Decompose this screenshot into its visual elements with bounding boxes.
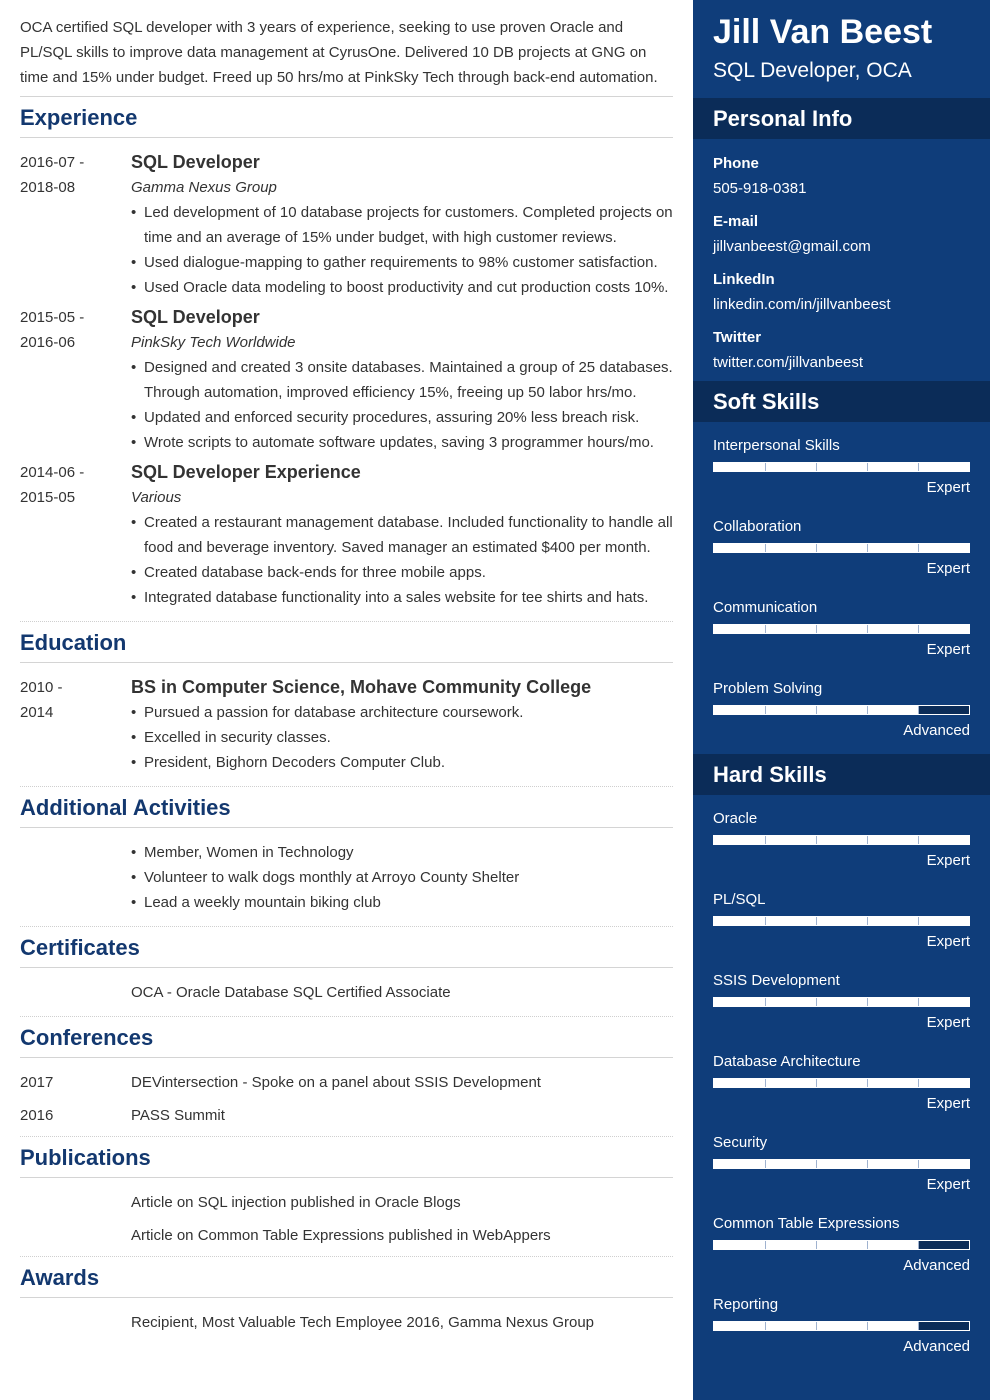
skill-bar-divider (918, 1160, 919, 1168)
skill-name: Interpersonal Skills (713, 437, 840, 454)
job-role: SQL Developer Experience (131, 462, 361, 482)
soft-skills-section (693, 422, 990, 754)
degree-title: BS in Computer Science, Mohave Community College (131, 677, 592, 697)
hard-skills-heading: Hard Skills (693, 754, 990, 795)
bullet-item: • Used Oracle data modeling to boost productivity and cut production costs 10%. (131, 275, 673, 300)
skill-bar-divider (918, 1241, 919, 1249)
bullet-item: • Volunteer to walk dogs monthly at Arroyo County Shelter (131, 865, 673, 890)
skill-bar-divider (816, 917, 817, 925)
skill-bar-divider (918, 836, 919, 844)
activities-heading: Additional Activities (20, 787, 673, 828)
skill-bar-fill (714, 544, 969, 552)
skill-bar-divider (918, 917, 919, 925)
twitter-link[interactable]: twitter.com/jillvanbeest (713, 354, 864, 371)
entry-date (20, 150, 131, 300)
bullet-item: • Created a restaurant management database. Included functionality to handle all food and beverage inventory. Saved manager an estimated $400 per month. (131, 510, 673, 560)
skill-bar-fill (714, 917, 969, 925)
bullet-item: • Designed and created 3 onsite databases. Maintained a group of 25 databases. Through automation, improved efficiency 15%, freeing up 50 labor hrs/mo. (131, 355, 673, 405)
skill-bar (713, 997, 970, 1007)
skill-item (713, 592, 970, 673)
soft-skills-heading: Soft Skills (693, 381, 990, 422)
job-role: SQL Developer (131, 152, 260, 172)
skill-name: PL/SQL (713, 891, 766, 908)
skill-bar-divider (816, 1322, 817, 1330)
skill-bar-divider (918, 1079, 919, 1087)
linkedin-link[interactable]: linkedin.com/in/jillvanbeest (713, 296, 891, 313)
skill-bar-divider (765, 463, 766, 471)
job-bullets (131, 510, 673, 610)
bullet-item: • Updated and enforced security procedures, assuring 20% less breach risk. (131, 405, 673, 430)
skill-bar-divider (765, 706, 766, 714)
summary-text: OCA certified SQL developer with 3 years of experience, seeking to use proven Oracle and PL/SQL skills to improve data management at CyrusOne. Delivered 10 DB projects at GNG on time and 15% under budget. Freed up 50 hrs/mo at PinkSky Tech through back-end automation. (20, 0, 673, 97)
skill-item (713, 511, 970, 592)
skill-bar (713, 916, 970, 926)
skill-bar-divider (765, 998, 766, 1006)
skill-level: Expert (926, 641, 970, 658)
skill-bar-divider (867, 1322, 868, 1330)
entry-date (20, 305, 131, 455)
conferences-section (20, 1058, 673, 1137)
job-bullets (131, 355, 673, 455)
personal-info-section (693, 139, 990, 381)
bullet-item: • Lead a weekly mountain biking club (131, 890, 673, 915)
skill-bar-divider (816, 1241, 817, 1249)
conference-year: 2017 (20, 1074, 54, 1091)
skill-bar-divider (765, 1241, 766, 1249)
job-role: SQL Developer (131, 307, 260, 327)
skill-bar-divider (765, 1322, 766, 1330)
entry-date (20, 675, 131, 775)
skill-bar-divider (816, 1160, 817, 1168)
certificate-item: OCA - Oracle Database SQL Certified Associate (131, 984, 451, 1001)
job-company: Gamma Nexus Group (131, 179, 277, 196)
skill-name: Common Table Expressions (713, 1215, 900, 1232)
awards-heading: Awards (20, 1257, 673, 1298)
conference-year: 2016 (20, 1107, 54, 1124)
skill-bar-divider (867, 1160, 868, 1168)
bullet-item: • Created database back-ends for three mobile apps. (131, 560, 673, 585)
skill-item (713, 1127, 970, 1208)
experience-entry (20, 460, 673, 610)
date-start: 2014-06 - (20, 464, 85, 481)
skill-bar-fill (714, 463, 969, 471)
skill-name: Security (713, 1134, 768, 1151)
skill-bar-divider (765, 836, 766, 844)
skill-bar (713, 835, 970, 845)
skill-name: Communication (713, 599, 818, 616)
bullet-item: • Excelled in security classes. (131, 725, 673, 750)
bullet-item: • Pursued a passion for database architecture coursework. (131, 700, 673, 725)
skill-bar-fill (714, 625, 969, 633)
main-column (20, 0, 673, 1346)
skill-level: Expert (926, 933, 970, 950)
skill-name: Collaboration (713, 518, 802, 535)
skill-name: Oracle (713, 810, 758, 827)
skill-name: Reporting (713, 1296, 779, 1313)
bullet-item: • Integrated database functionality into a sales website for tee shirts and hats. (131, 585, 673, 610)
publication-entry (20, 1190, 673, 1223)
skill-bar-divider (765, 917, 766, 925)
publications-heading: Publications (20, 1137, 673, 1178)
info-label: Phone (713, 155, 759, 172)
skill-bar-divider (867, 1241, 868, 1249)
experience-section (20, 138, 673, 622)
entry-date (20, 460, 131, 610)
skill-level: Expert (926, 1014, 970, 1031)
skill-bar-divider (867, 706, 868, 714)
skill-item (713, 1289, 970, 1370)
skill-bar-divider (816, 1079, 817, 1087)
skill-bar-divider (918, 463, 919, 471)
skill-bar-divider (867, 463, 868, 471)
skill-bar-divider (816, 625, 817, 633)
skill-item (713, 1208, 970, 1289)
info-label: E-mail (713, 213, 759, 230)
skill-item (713, 430, 970, 511)
email-link[interactable]: jillvanbeest@gmail.com (713, 238, 871, 255)
date-start: 2016-07 - (20, 154, 85, 171)
job-bullets (131, 200, 673, 300)
sidebar (693, 0, 990, 1400)
bullet-item: • President, Bighorn Decoders Computer Club. (131, 750, 673, 775)
education-section (20, 663, 673, 787)
bullet-item: • Used dialogue-mapping to gather requirements to 98% customer satisfaction. (131, 250, 673, 275)
publications-section (20, 1178, 673, 1257)
bullet-item: • Led development of 10 database projects for customers. Completed projects on time and an average of 15% under budget, with high customer reviews. (131, 200, 673, 250)
skill-bar-divider (816, 463, 817, 471)
conference-entry (20, 1103, 673, 1136)
skill-level: Expert (926, 1176, 970, 1193)
skill-bar (713, 543, 970, 553)
award-item: Recipient, Most Valuable Tech Employee 2016, Gamma Nexus Group (131, 1314, 595, 1331)
skill-bar (713, 462, 970, 472)
skill-bar-divider (918, 998, 919, 1006)
conference-text: PASS Summit (131, 1107, 225, 1124)
skill-bar-fill (714, 1160, 969, 1168)
skill-level: Advanced (903, 1338, 970, 1355)
skill-name: Database Architecture (713, 1053, 861, 1070)
phone-value: 505-918-0381 (713, 180, 807, 197)
skill-bar-divider (816, 836, 817, 844)
skill-name: SSIS Development (713, 972, 840, 989)
activities-section (20, 828, 673, 927)
skill-bar (713, 705, 970, 715)
education-heading: Education (20, 622, 673, 663)
hard-skills-section (693, 795, 990, 1370)
skill-level: Expert (926, 479, 970, 496)
skill-level: Expert (926, 852, 970, 869)
skill-bar (713, 1321, 970, 1331)
publication-entry (20, 1223, 673, 1256)
skill-bar-divider (918, 706, 919, 714)
certificates-section (20, 968, 673, 1017)
skill-bar-divider (867, 836, 868, 844)
candidate-name: Jill Van Beest (713, 13, 933, 51)
skill-item (713, 1046, 970, 1127)
info-label: LinkedIn (713, 271, 775, 288)
skill-bar-divider (816, 544, 817, 552)
skill-bar-divider (867, 998, 868, 1006)
education-entry (20, 675, 673, 775)
experience-entry (20, 305, 673, 455)
skill-bar-divider (765, 1160, 766, 1168)
skill-bar-fill (714, 1079, 969, 1087)
skill-level: Expert (926, 560, 970, 577)
date-end: 2014 (20, 704, 54, 721)
skill-level: Advanced (903, 722, 970, 739)
experience-entry (20, 150, 673, 300)
education-bullets (131, 700, 673, 775)
skill-bar (713, 624, 970, 634)
skill-bar-divider (765, 625, 766, 633)
skill-bar-divider (918, 1322, 919, 1330)
info-label: Twitter (713, 329, 762, 346)
skill-bar-divider (918, 544, 919, 552)
skill-bar-fill (714, 836, 969, 844)
bullet-item: • Member, Women in Technology (131, 840, 673, 865)
skill-bar-fill (714, 998, 969, 1006)
skill-bar-divider (816, 706, 817, 714)
candidate-title: SQL Developer, OCA (713, 59, 912, 82)
skill-level: Advanced (903, 1257, 970, 1274)
experience-heading: Experience (20, 97, 673, 138)
publication-text: Article on Common Table Expressions published in WebAppers (131, 1227, 551, 1244)
skill-item (713, 803, 970, 884)
skill-bar-divider (867, 1079, 868, 1087)
skill-bar-divider (867, 625, 868, 633)
activities-bullets (131, 840, 673, 915)
skill-bar-divider (867, 544, 868, 552)
conferences-heading: Conferences (20, 1017, 673, 1058)
skill-bar (713, 1159, 970, 1169)
skill-bar-divider (867, 917, 868, 925)
skill-bar (713, 1240, 970, 1250)
date-start: 2010 - (20, 679, 63, 696)
conference-entry (20, 1070, 673, 1103)
conference-text: DEVintersection - Spoke on a panel about SSIS Development (131, 1074, 541, 1091)
certificates-heading: Certificates (20, 927, 673, 968)
personal-info-heading: Personal Info (693, 98, 990, 139)
publication-text: Article on SQL injection published in Oracle Blogs (131, 1194, 461, 1211)
skill-item (713, 965, 970, 1046)
skill-bar-divider (918, 625, 919, 633)
date-end: 2016-06 (20, 334, 76, 351)
skill-name: Problem Solving (713, 680, 823, 697)
date-end: 2018-08 (20, 179, 76, 196)
skill-bar-divider (765, 544, 766, 552)
date-start: 2015-05 - (20, 309, 85, 326)
skill-bar-divider (816, 998, 817, 1006)
awards-section (20, 1298, 673, 1346)
skill-item (713, 884, 970, 965)
job-company: PinkSky Tech Worldwide (131, 334, 296, 351)
skill-item (713, 673, 970, 754)
skill-bar-divider (765, 1079, 766, 1087)
job-company: Various (131, 489, 182, 506)
skill-level: Expert (926, 1095, 970, 1112)
date-end: 2015-05 (20, 489, 76, 506)
bullet-item: • Wrote scripts to automate software updates, saving 3 programmer hours/mo. (131, 430, 673, 455)
skill-bar (713, 1078, 970, 1088)
